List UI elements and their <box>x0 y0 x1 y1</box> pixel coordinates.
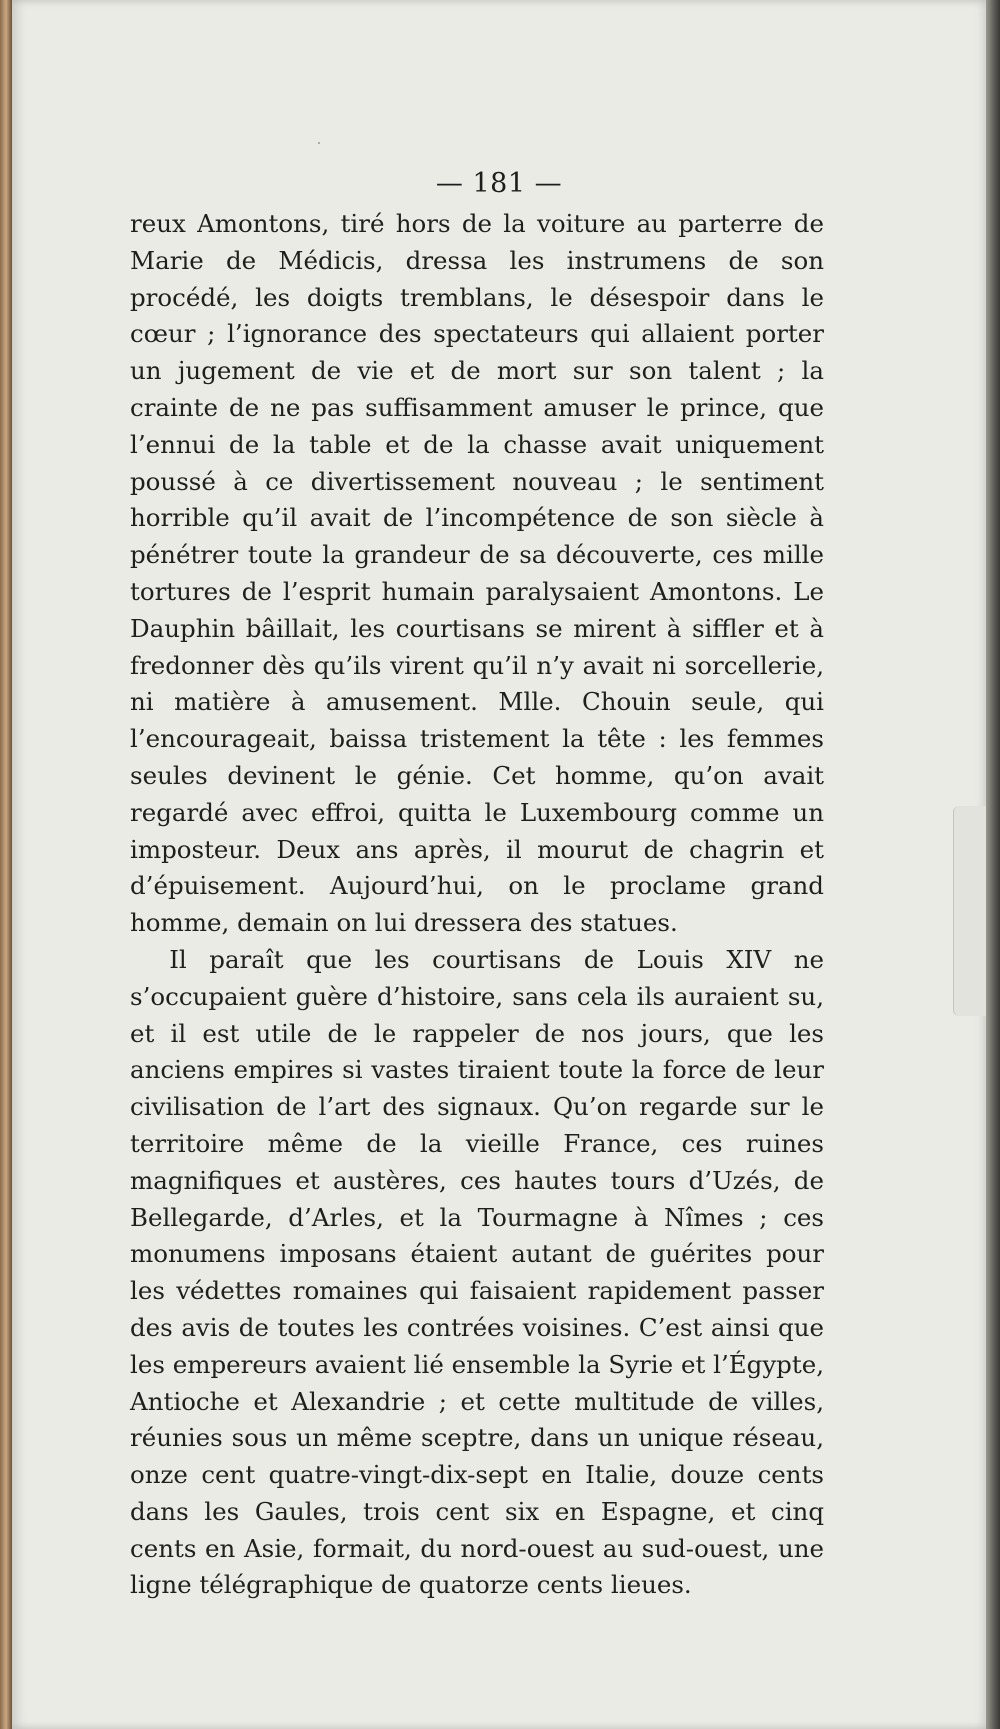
page-stack-edge <box>986 0 1000 1729</box>
paper-speck <box>318 142 320 144</box>
page-number: — 181 — <box>435 168 563 199</box>
binding-edge <box>0 0 12 1729</box>
page-tab <box>953 806 986 1016</box>
paragraph-1: reux Amontons, tiré hors de la voiture au parterre de Marie de Médicis, dressa les instrumens de son procédé, les doigts tremblans, le désespoir dans le cœur ; l’ignorance des spectateurs qui allaient porter un jugement de vie et de mort sur son talent ; la crainte de ne pas suffisamment amuser le prince, que l’ennui de la table et de la chasse avait uniquement poussé à ce divertissement nouveau ; le sentiment horrible qu’il avait de l’incompétence de son siècle à pénétrer toute la grandeur de sa découverte, ces mille tortures de l’esprit humain paralysaient Amontons. Le Dauphin bâillait, les courtisans se mirent à siffler et à fredonner dès qu’ils virent qu’il n’y avait ni sorcellerie, ni matière à amusement. Mlle. Chouin seule, qui l’encourageait, baissa tristement la tête : les femmes seules devinent le génie. Cet homme, qu’on avait regardé avec effroi, quitta le Luxembourg comme un imposteur. Deux ans après, il mourut de chagrin et d’épuisement. Aujourd’hui, on le proclame grand homme, demain on lui dressera des statues. <box>130 209 824 938</box>
page-body <box>130 206 824 1604</box>
paragraph-2: Il paraît que les courtisans de Louis XIV ne s’occupaient guère d’histoire, sans cela ils auraient su, et il est utile de le rappeler de nos jours, que les anciens empires si vastes tiraient toute la force de leur civilisation de l’art des signaux. Qu’on regarde sur le territoire même de la vieille France, ces ruines magnifiques et austères, ces hautes tours d’Uzés, de Bellegarde, d’Arles, et la Tourmagne à Nîmes ; ces monumens imposans étaient autant de guérites pour les védettes romaines qui faisaient rapidement passer des avis de toutes les contrées voisines. C’est ainsi que les empereurs avaient lié ensemble la Syrie et l’Égypte, Antioche et Alexandrie ; et cette multitude de villes, réunies sous un même sceptre, dans un unique réseau, onze cent quatre-vingt-dix-sept en Italie, douze cents dans les Gaules, trois cent six en Espagne, et cinq cents en Asie, formait, du nord-ouest au sud-ouest, une ligne télégraphique de quatorze cents lieues. <box>130 944 824 1600</box>
book-page <box>12 0 986 1729</box>
